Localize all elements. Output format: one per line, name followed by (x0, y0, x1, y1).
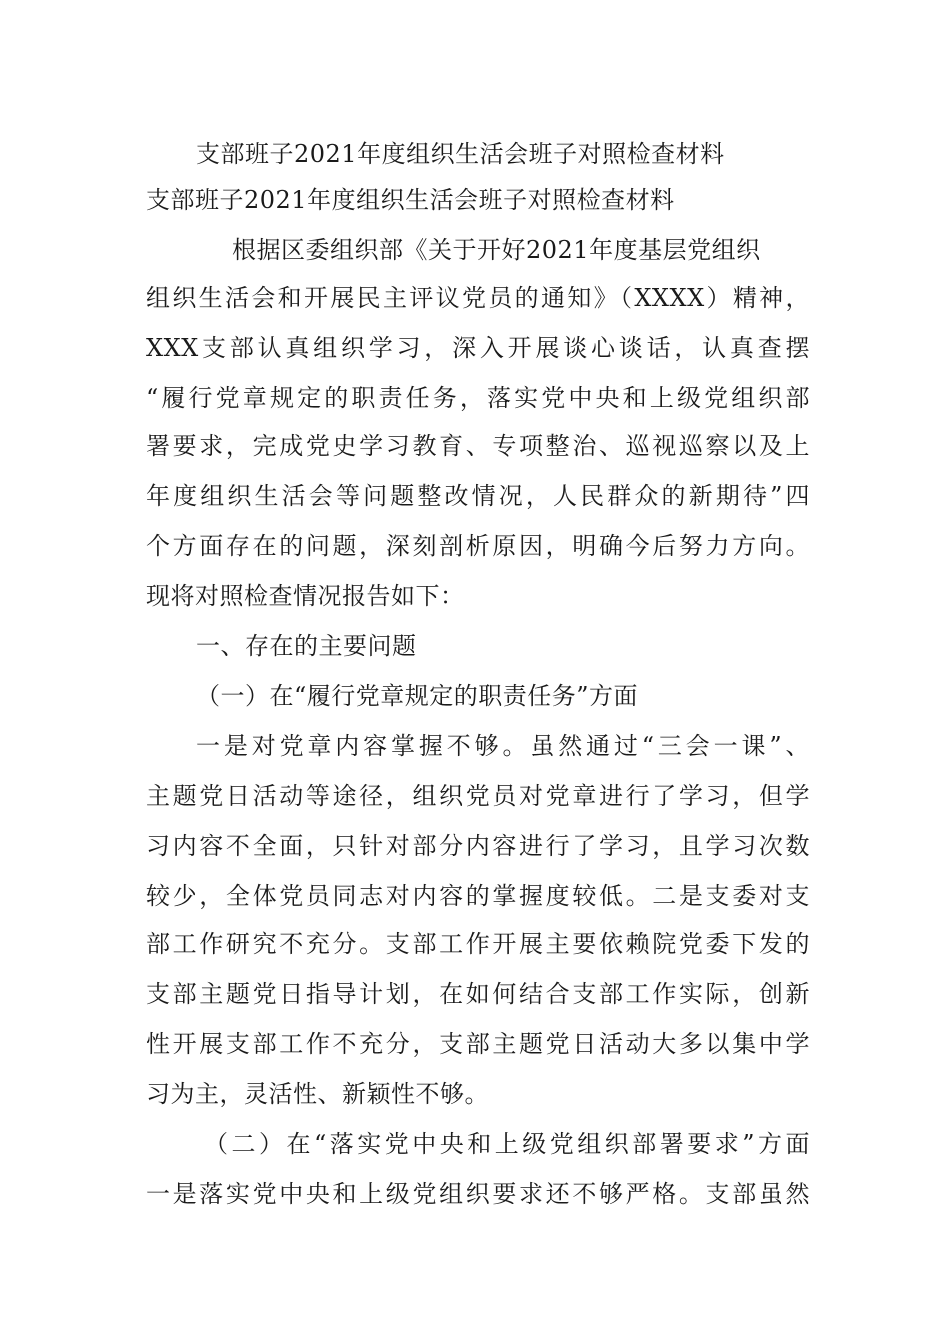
paragraph-line: 较少，全体党员同志对内容的掌握度较低。二是支委对支 (146, 882, 810, 910)
section-heading: 一、存在的主要问题 (196, 632, 417, 660)
subsection-heading: （一）在“履行党章规定的职责任务”方面 (196, 682, 639, 710)
paragraph-line: 部工作研究不充分。支部工作开展主要依赖院党委下发的 (146, 930, 810, 958)
paragraph-line: “履行党章规定的职责任务，落实党中央和上级党组织部 (146, 384, 810, 412)
paragraph-line: 性开展支部工作不充分，支部主题党日活动大多以集中学 (146, 1030, 810, 1058)
paragraph-line: 组织生活会和开展民主评议党员的通知》（XXXX）精神， (146, 284, 810, 312)
paragraph-line: 署要求，完成党史学习教育、专项整治、巡视巡察以及上 (146, 432, 810, 460)
paragraph-line: 根据区委组织部《关于开好2021年度基层党组织 (232, 236, 761, 264)
paragraph-line: 个方面存在的问题，深刻剖析原因，明确今后努力方向。 (146, 532, 810, 560)
paragraph-line: 主题党日活动等途径，组织党员对党章进行了学习，但学 (146, 782, 810, 810)
paragraph-line: 支部主题党日指导计划，在如何结合支部工作实际，创新 (146, 980, 810, 1008)
paragraph-line: 习内容不全面，只针对部分内容进行了学习，且学习次数 (146, 832, 810, 860)
paragraph-line: 年度组织生活会等问题整改情况，人民群众的新期待”四 (146, 482, 810, 510)
paragraph-line: XXX支部认真组织学习，深入开展谈心谈话，认真查摆 (146, 334, 810, 362)
document-title: 支部班子2021年度组织生活会班子对照检查材料 (196, 140, 725, 168)
paragraph-line: 习为主，灵活性、新颖性不够。 (146, 1080, 489, 1108)
paragraph-line: 现将对照检查情况报告如下： (146, 582, 465, 610)
subsection-heading: （二）在“落实党中央和上级党组织部署要求”方面 (204, 1130, 810, 1158)
paragraph-line: 一是落实党中央和上级党组织要求还不够严格。支部虽然 (146, 1180, 810, 1208)
document-title-repeat: 支部班子2021年度组织生活会班子对照检查材料 (146, 186, 675, 214)
paragraph-line: 一是对党章内容掌握不够。虽然通过“三会一课”、 (196, 732, 810, 760)
